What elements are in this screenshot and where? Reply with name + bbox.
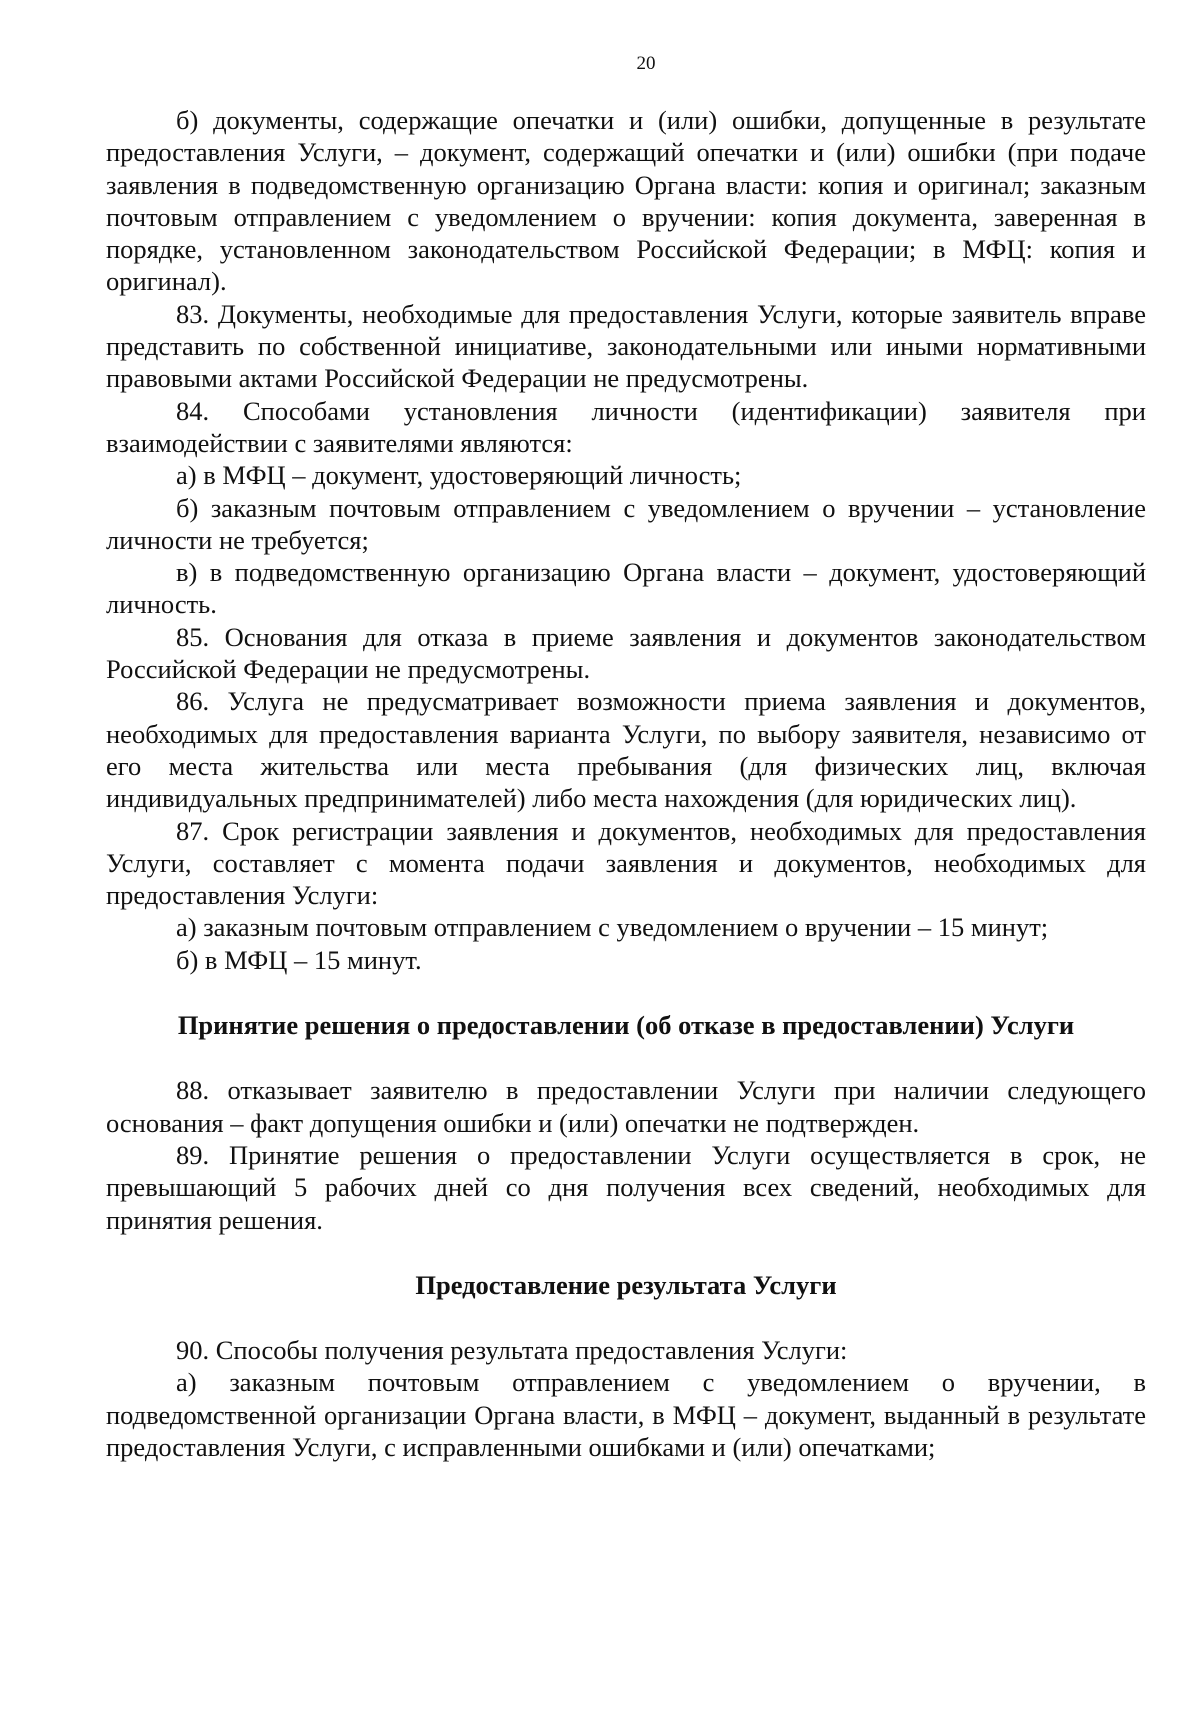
section-heading-decision: Принятие решения о предоставлении (об отказе в предоставлении) Услуги <box>177 1010 1075 1041</box>
paragraph-90: 90. Способы получения результата предоставления Услуги: <box>176 1335 848 1366</box>
paragraph-89: 89. Принятие решения о предоставлении Услуги осуществляется в срок, не превышающий 5 рабочих дней со дня получения всех сведений, необходимых для принятия решения. <box>106 1139 1146 1235</box>
document-page <box>106 52 1146 1463</box>
paragraph-84: 84. Способами установления личности (идентификации) заявителя при взаимодействии с заявителями являются: <box>106 395 1146 458</box>
section-heading-result: Предоставление результата Услуги <box>415 1269 837 1300</box>
paragraph-88: 88. отказывает заявителю в предоставлении Услуги при наличии следующего основания – факт допущения ошибки и (или) опечатки не подтвержден. <box>106 1075 1146 1138</box>
paragraph-b-documents-with-errors: б) документы, содержащие опечатки и (или) ошибки, допущенные в результате предоставления Услуги, – документ, содержащий опечатки и (или) ошибки (при подаче заявления в подведомственную организацию Органа власти: копия и оригинал; заказным почтовым отправлением с уведомлением о вручении: копия документа, заверенная в порядке, установленном законодательством Российской Федерации; в МФЦ: копия и оригинал). <box>106 105 1146 297</box>
paragraph-84-v: в) в подведомственную организацию Органа власти – документ, удостоверяющий личность. <box>106 557 1146 620</box>
paragraph-87-a: а) заказным почтовым отправлением с уведомлением о вручении – 15 минут; <box>176 912 1049 943</box>
paragraph-83: 83. Документы, необходимые для предоставления Услуги, которые заявитель вправе представить по собственной инициативе, законодательными или иными нормативными правовыми актами Российской Федерации не предусмотрены. <box>106 298 1146 394</box>
paragraph-87-b: б) в МФЦ – 15 минут. <box>176 944 422 975</box>
page-number: 20 <box>636 53 656 74</box>
paragraph-90-a: а) заказным почтовым отправлением с уведомлением о вручении, в подведомственной организации Органа власти, в МФЦ – документ, выданный в результате предоставления Услуги, с исправленными ошибками и (или) опечатками; <box>106 1367 1146 1462</box>
paragraph-84-b: б) заказным почтовым отправлением с уведомлением о вручении – установление личности не требуется; <box>106 492 1146 555</box>
paragraph-87: 87. Срок регистрации заявления и документов, необходимых для предоставления Услуги, составляет с момента подачи заявления и документов, необходимых для предоставления Услуги: <box>106 815 1146 911</box>
paragraph-84-a: а) в МФЦ – документ, удостоверяющий личность; <box>176 460 742 491</box>
paragraph-85: 85. Основания для отказа в приеме заявления и документов законодательством Российской Федерации не предусмотрены. <box>106 621 1146 685</box>
paragraph-86: 86. Услуга не предусматривает возможности приема заявления и документов, необходимых для предоставления варианта Услуги, по выбору заявителя, независимо от его места жительства или места пребывания (для физических лиц, включая индивидуальных предпринимателей) либо места нахождения (для юридических лиц). <box>106 686 1146 814</box>
